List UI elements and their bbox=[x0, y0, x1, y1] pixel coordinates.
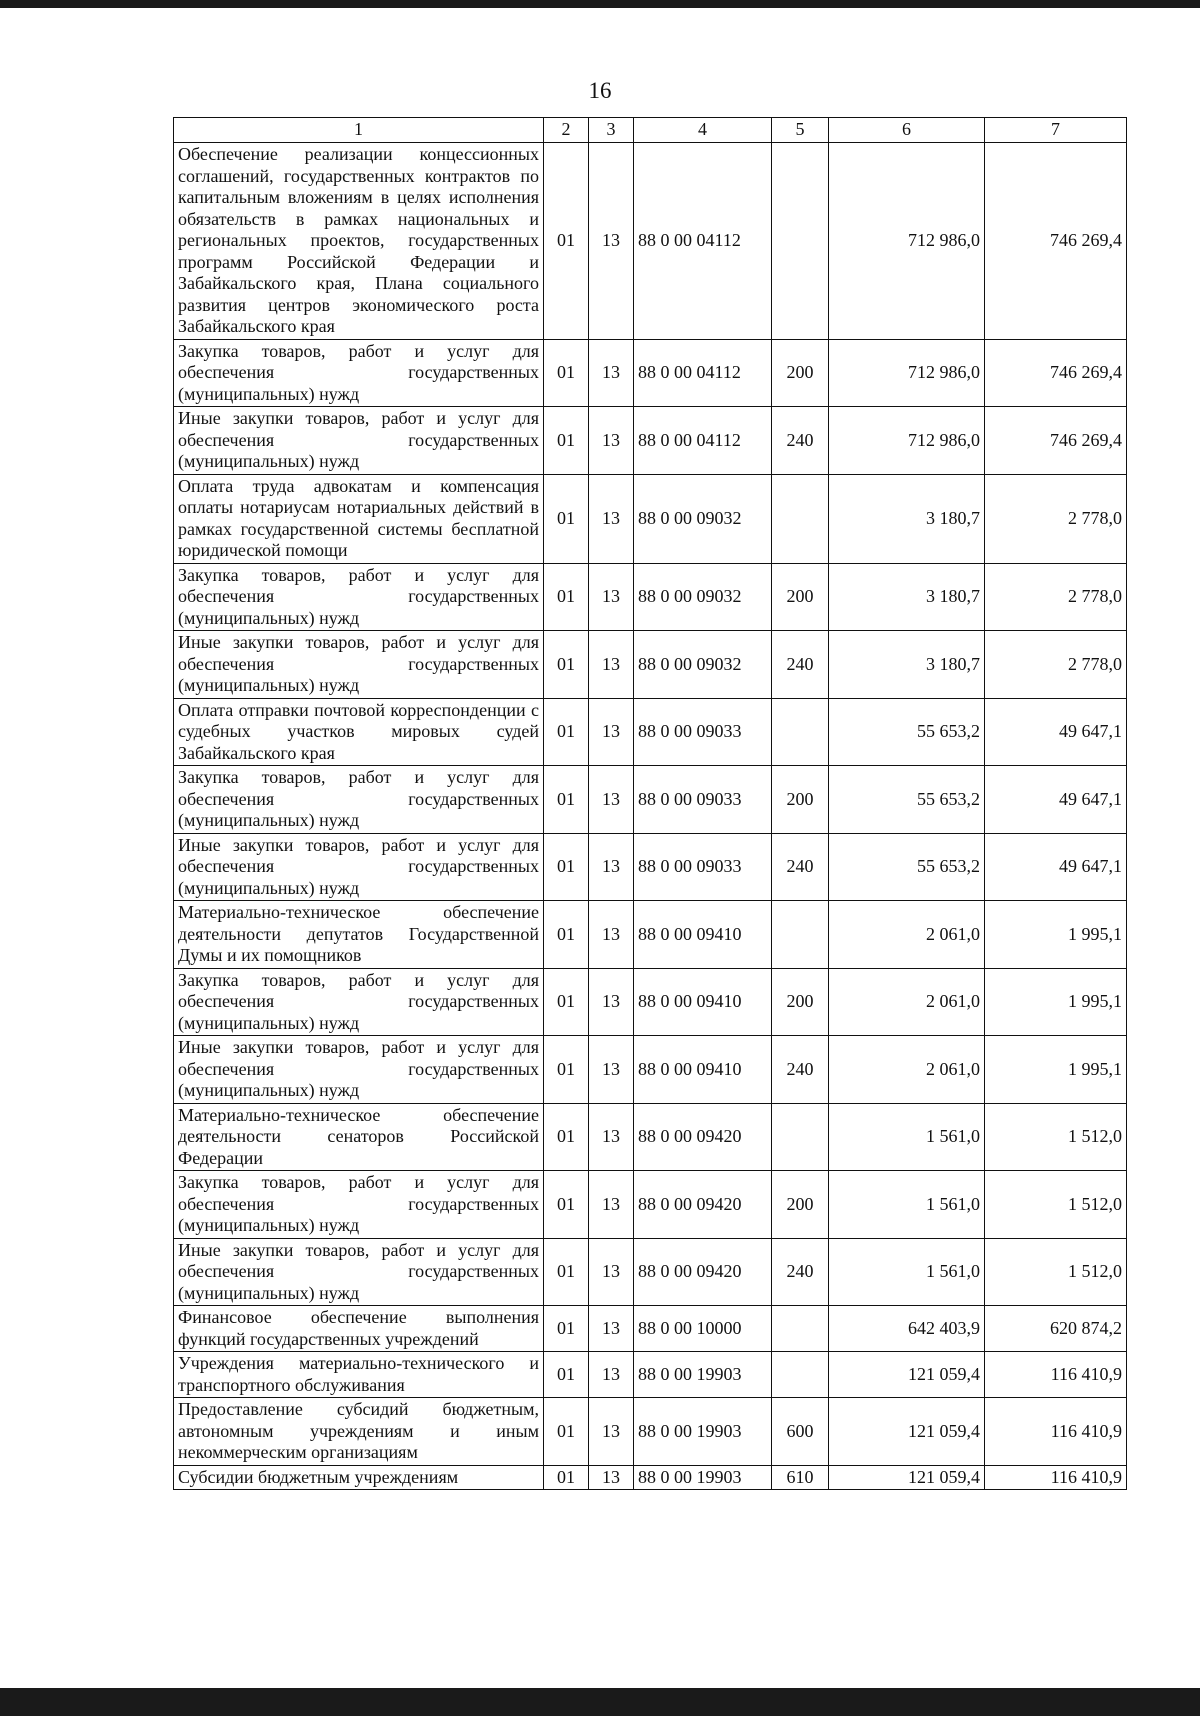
table-row bbox=[174, 1171, 1127, 1239]
row-section-code: 01 bbox=[544, 407, 589, 475]
row-expense-type-code bbox=[772, 143, 829, 340]
row-target-article-code: 88 0 00 09033 bbox=[634, 698, 772, 766]
row-expense-type-code bbox=[772, 698, 829, 766]
row-section-code: 01 bbox=[544, 631, 589, 699]
row-target-article-code: 88 0 00 09033 bbox=[634, 766, 772, 834]
table-row bbox=[174, 1306, 1127, 1352]
row-target-article-code: 88 0 00 04112 bbox=[634, 407, 772, 475]
row-target-article-code: 88 0 00 09410 bbox=[634, 968, 772, 1036]
header-col-2: 2 bbox=[544, 118, 589, 143]
row-amount-col7: 746 269,4 bbox=[985, 143, 1127, 340]
table-row bbox=[174, 901, 1127, 969]
header-col-3: 3 bbox=[589, 118, 634, 143]
scan-border-top bbox=[0, 0, 1200, 8]
row-section-code: 01 bbox=[544, 1398, 589, 1466]
row-section-code: 01 bbox=[544, 1103, 589, 1171]
row-amount-col7: 1 995,1 bbox=[985, 901, 1127, 969]
row-expense-type-code bbox=[772, 474, 829, 563]
row-description: Иные закупки товаров, работ и услуг для обеспечения государственных (муниципальных) нужд bbox=[174, 407, 544, 475]
table-row bbox=[174, 1352, 1127, 1398]
row-section-code: 01 bbox=[544, 143, 589, 340]
row-expense-type-code: 200 bbox=[772, 563, 829, 631]
row-amount-col7: 116 410,9 bbox=[985, 1465, 1127, 1490]
row-amount-col7: 49 647,1 bbox=[985, 766, 1127, 834]
row-description: Обеспечение реализации концессионных соглашений, государственных контрактов по капитальным вложениям в целях исполнения обязательств в рамках национальных и региональных проектов, государственных программ Российской Федерации и Забайкальского края, Плана социального развития центров экономического роста Забайкальского края bbox=[174, 143, 544, 340]
row-section-code: 01 bbox=[544, 339, 589, 407]
header-col-6: 6 bbox=[829, 118, 985, 143]
row-target-article-code: 88 0 00 19903 bbox=[634, 1352, 772, 1398]
table-row bbox=[174, 1036, 1127, 1104]
row-description: Иные закупки товаров, работ и услуг для обеспечения государственных (муниципальных) нужд bbox=[174, 833, 544, 901]
row-amount-col6: 121 059,4 bbox=[829, 1352, 985, 1398]
row-amount-col7: 1 995,1 bbox=[985, 968, 1127, 1036]
row-target-article-code: 88 0 00 19903 bbox=[634, 1398, 772, 1466]
row-description: Субсидии бюджетным учреждениям bbox=[174, 1465, 544, 1490]
row-amount-col6: 712 986,0 bbox=[829, 143, 985, 340]
row-amount-col7: 1 512,0 bbox=[985, 1171, 1127, 1239]
row-amount-col6: 55 653,2 bbox=[829, 833, 985, 901]
row-subsection-code: 13 bbox=[589, 833, 634, 901]
header-col-7: 7 bbox=[985, 118, 1127, 143]
row-amount-col6: 1 561,0 bbox=[829, 1238, 985, 1306]
row-amount-col7: 2 778,0 bbox=[985, 631, 1127, 699]
row-subsection-code: 13 bbox=[589, 901, 634, 969]
row-amount-col7: 49 647,1 bbox=[985, 698, 1127, 766]
row-expense-type-code: 240 bbox=[772, 1036, 829, 1104]
row-target-article-code: 88 0 00 09410 bbox=[634, 1036, 772, 1104]
row-subsection-code: 13 bbox=[589, 1103, 634, 1171]
row-amount-col6: 2 061,0 bbox=[829, 1036, 985, 1104]
row-section-code: 01 bbox=[544, 698, 589, 766]
row-amount-col6: 2 061,0 bbox=[829, 901, 985, 969]
row-amount-col6: 121 059,4 bbox=[829, 1398, 985, 1466]
row-amount-col6: 712 986,0 bbox=[829, 339, 985, 407]
row-section-code: 01 bbox=[544, 901, 589, 969]
row-expense-type-code: 610 bbox=[772, 1465, 829, 1490]
table-row bbox=[174, 1465, 1127, 1490]
row-subsection-code: 13 bbox=[589, 968, 634, 1036]
row-expense-type-code: 240 bbox=[772, 1238, 829, 1306]
row-amount-col7: 1 995,1 bbox=[985, 1036, 1127, 1104]
row-subsection-code: 13 bbox=[589, 1036, 634, 1104]
row-section-code: 01 bbox=[544, 474, 589, 563]
row-target-article-code: 88 0 00 09410 bbox=[634, 901, 772, 969]
row-target-article-code: 88 0 00 10000 bbox=[634, 1306, 772, 1352]
row-target-article-code: 88 0 00 04112 bbox=[634, 339, 772, 407]
table-row bbox=[174, 1398, 1127, 1466]
row-amount-col6: 1 561,0 bbox=[829, 1103, 985, 1171]
row-amount-col7: 49 647,1 bbox=[985, 833, 1127, 901]
table-row bbox=[174, 1238, 1127, 1306]
row-subsection-code: 13 bbox=[589, 143, 634, 340]
row-subsection-code: 13 bbox=[589, 631, 634, 699]
header-col-5: 5 bbox=[772, 118, 829, 143]
table-row bbox=[174, 474, 1127, 563]
row-subsection-code: 13 bbox=[589, 1306, 634, 1352]
row-section-code: 01 bbox=[544, 1238, 589, 1306]
row-amount-col6: 712 986,0 bbox=[829, 407, 985, 475]
row-expense-type-code bbox=[772, 1306, 829, 1352]
row-amount-col6: 3 180,7 bbox=[829, 474, 985, 563]
row-expense-type-code bbox=[772, 901, 829, 969]
row-expense-type-code: 240 bbox=[772, 407, 829, 475]
row-amount-col7: 620 874,2 bbox=[985, 1306, 1127, 1352]
row-section-code: 01 bbox=[544, 1171, 589, 1239]
row-amount-col7: 116 410,9 bbox=[985, 1398, 1127, 1466]
row-description: Оплата отправки почтовой корреспонденции с судебных участков мировых судей Забайкальского края bbox=[174, 698, 544, 766]
header-col-1: 1 bbox=[174, 118, 544, 143]
row-description: Финансовое обеспечение выполнения функций государственных учреждений bbox=[174, 1306, 544, 1352]
row-expense-type-code bbox=[772, 1352, 829, 1398]
row-section-code: 01 bbox=[544, 1465, 589, 1490]
row-amount-col6: 55 653,2 bbox=[829, 766, 985, 834]
row-amount-col7: 1 512,0 bbox=[985, 1103, 1127, 1171]
table-row bbox=[174, 563, 1127, 631]
row-amount-col6: 1 561,0 bbox=[829, 1171, 985, 1239]
row-amount-col6: 55 653,2 bbox=[829, 698, 985, 766]
row-amount-col7: 746 269,4 bbox=[985, 407, 1127, 475]
table-row bbox=[174, 1103, 1127, 1171]
row-target-article-code: 88 0 00 09032 bbox=[634, 631, 772, 699]
row-description: Закупка товаров, работ и услуг для обеспечения государственных (муниципальных) нужд bbox=[174, 766, 544, 834]
row-amount-col6: 3 180,7 bbox=[829, 631, 985, 699]
row-target-article-code: 88 0 00 19903 bbox=[634, 1465, 772, 1490]
row-section-code: 01 bbox=[544, 968, 589, 1036]
row-expense-type-code: 200 bbox=[772, 766, 829, 834]
table-row bbox=[174, 833, 1127, 901]
row-description: Закупка товаров, работ и услуг для обеспечения государственных (муниципальных) нужд bbox=[174, 339, 544, 407]
row-subsection-code: 13 bbox=[589, 1171, 634, 1239]
row-subsection-code: 13 bbox=[589, 1238, 634, 1306]
row-section-code: 01 bbox=[544, 1036, 589, 1104]
table-row bbox=[174, 698, 1127, 766]
header-col-4: 4 bbox=[634, 118, 772, 143]
row-amount-col7: 1 512,0 bbox=[985, 1238, 1127, 1306]
row-amount-col6: 121 059,4 bbox=[829, 1465, 985, 1490]
row-description: Иные закупки товаров, работ и услуг для обеспечения государственных (муниципальных) нужд bbox=[174, 631, 544, 699]
row-amount-col6: 642 403,9 bbox=[829, 1306, 985, 1352]
header-row bbox=[174, 118, 1127, 143]
row-amount-col6: 2 061,0 bbox=[829, 968, 985, 1036]
row-amount-col6: 3 180,7 bbox=[829, 563, 985, 631]
row-subsection-code: 13 bbox=[589, 1465, 634, 1490]
row-description: Предоставление субсидий бюджетным, автономным учреждениям и иным некоммерческим организациям bbox=[174, 1398, 544, 1466]
row-expense-type-code: 200 bbox=[772, 968, 829, 1036]
row-expense-type-code: 600 bbox=[772, 1398, 829, 1466]
table-row bbox=[174, 766, 1127, 834]
row-subsection-code: 13 bbox=[589, 563, 634, 631]
row-section-code: 01 bbox=[544, 1306, 589, 1352]
row-expense-type-code: 200 bbox=[772, 339, 829, 407]
row-expense-type-code bbox=[772, 1103, 829, 1171]
row-description: Оплата труда адвокатам и компенсация оплаты нотариусам нотариальных действий в рамках государственной системы бесплатной юридической помощи bbox=[174, 474, 544, 563]
row-section-code: 01 bbox=[544, 766, 589, 834]
row-description: Материально-техническое обеспечение деятельности сенаторов Российской Федерации bbox=[174, 1103, 544, 1171]
row-expense-type-code: 200 bbox=[772, 1171, 829, 1239]
row-subsection-code: 13 bbox=[589, 1352, 634, 1398]
row-subsection-code: 13 bbox=[589, 698, 634, 766]
row-description: Закупка товаров, работ и услуг для обеспечения государственных (муниципальных) нужд bbox=[174, 968, 544, 1036]
row-description: Материально-техническое обеспечение деятельности депутатов Государственной Думы и их помощников bbox=[174, 901, 544, 969]
row-subsection-code: 13 bbox=[589, 1398, 634, 1466]
table-row bbox=[174, 631, 1127, 699]
row-expense-type-code: 240 bbox=[772, 631, 829, 699]
row-description: Иные закупки товаров, работ и услуг для обеспечения государственных (муниципальных) нужд bbox=[174, 1036, 544, 1104]
scan-border-bottom bbox=[0, 1688, 1200, 1716]
budget-table bbox=[173, 117, 1127, 1490]
row-section-code: 01 bbox=[544, 833, 589, 901]
table-body bbox=[174, 143, 1127, 1490]
row-amount-col7: 2 778,0 bbox=[985, 563, 1127, 631]
table-row bbox=[174, 407, 1127, 475]
row-amount-col7: 746 269,4 bbox=[985, 339, 1127, 407]
row-subsection-code: 13 bbox=[589, 407, 634, 475]
row-amount-col7: 2 778,0 bbox=[985, 474, 1127, 563]
row-target-article-code: 88 0 00 09032 bbox=[634, 563, 772, 631]
row-amount-col7: 116 410,9 bbox=[985, 1352, 1127, 1398]
row-description: Учреждения материально-технического и транспортного обслуживания bbox=[174, 1352, 544, 1398]
row-target-article-code: 88 0 00 09420 bbox=[634, 1238, 772, 1306]
row-target-article-code: 88 0 00 04112 bbox=[634, 143, 772, 340]
row-section-code: 01 bbox=[544, 1352, 589, 1398]
row-expense-type-code: 240 bbox=[772, 833, 829, 901]
row-description: Закупка товаров, работ и услуг для обеспечения государственных (муниципальных) нужд bbox=[174, 1171, 544, 1239]
row-target-article-code: 88 0 00 09033 bbox=[634, 833, 772, 901]
row-subsection-code: 13 bbox=[589, 339, 634, 407]
table-row bbox=[174, 968, 1127, 1036]
row-subsection-code: 13 bbox=[589, 766, 634, 834]
row-target-article-code: 88 0 00 09420 bbox=[634, 1171, 772, 1239]
row-description: Иные закупки товаров, работ и услуг для обеспечения государственных (муниципальных) нужд bbox=[174, 1238, 544, 1306]
page-number: 16 bbox=[588, 78, 612, 103]
row-subsection-code: 13 bbox=[589, 474, 634, 563]
table-row bbox=[174, 143, 1127, 340]
row-section-code: 01 bbox=[544, 563, 589, 631]
row-target-article-code: 88 0 00 09420 bbox=[634, 1103, 772, 1171]
table-row bbox=[174, 339, 1127, 407]
row-description: Закупка товаров, работ и услуг для обеспечения государственных (муниципальных) нужд bbox=[174, 563, 544, 631]
row-target-article-code: 88 0 00 09032 bbox=[634, 474, 772, 563]
